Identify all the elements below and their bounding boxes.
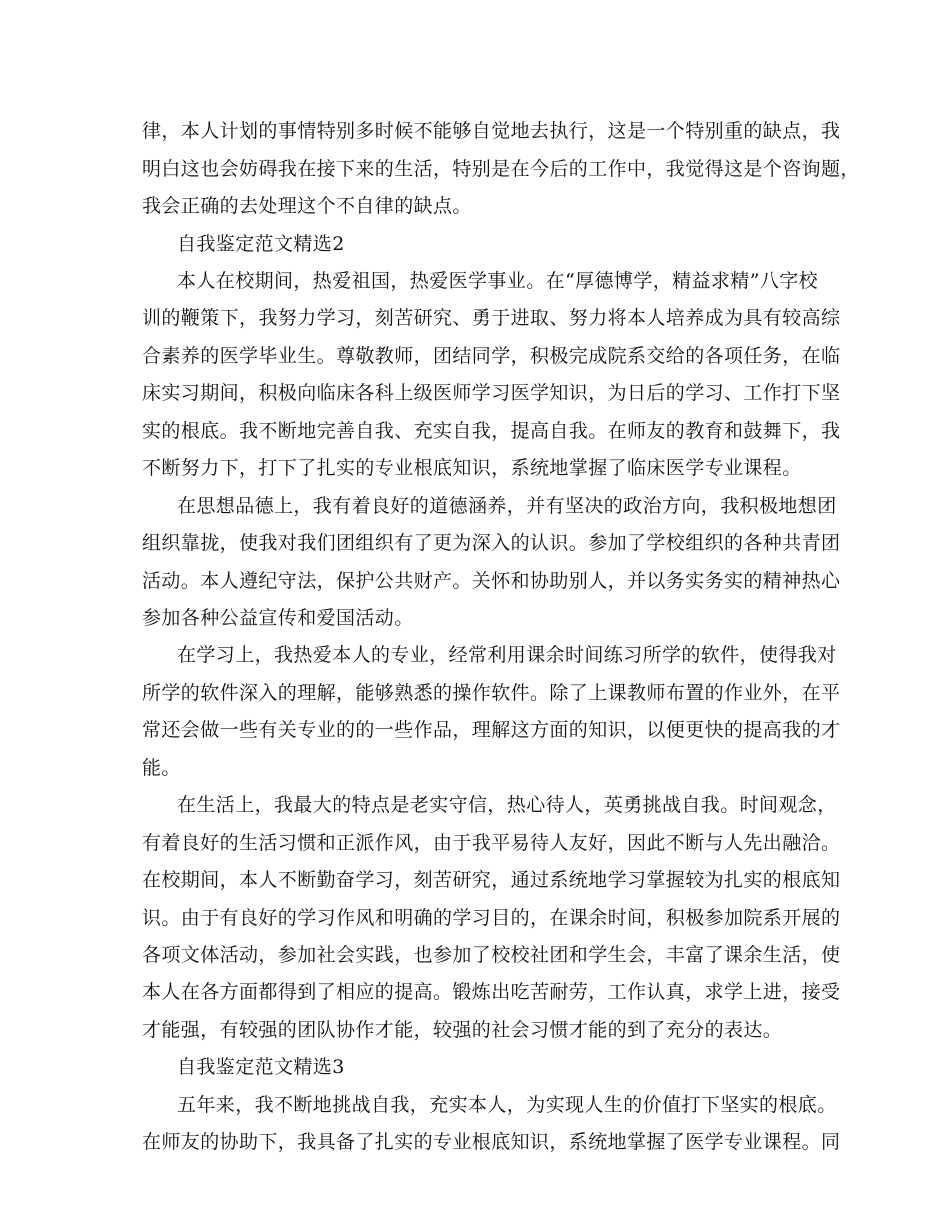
text-line: 在生活上，我最大的特点是老实守信，热心待人，英勇挑战自我。时间观念， [177,794,837,816]
text-line: 在校期间，本人不断勤奋学习，刻苦研究，通过系统地学习掌握较为扎实的根底知 [142,869,841,891]
text-line: 实的根底。我不断地完善自我、充实自我，提高自我。在师友的教育和鼓舞下，我 [142,420,841,442]
text-line: 明白这也会妨碍我在接下来的生活，特别是在今后的工作中，我觉得这是个咨询题， [142,158,860,180]
text-line: 我会正确的去处理这个不自律的缺点。 [142,195,472,217]
text-line: 在师友的协助下，我具备了扎实的专业根底知识，系统地掌握了医学专业课程。同 [142,1131,841,1153]
text-line: 在学习上，我热爱本人的专业，经常利用课余时间练习所学的软件，使得我对 [177,644,837,666]
text-line: 在思想品德上，我有着良好的道德涵养，并有坚决的政治方向，我积极地想团 [177,495,837,517]
text-line: 活动。本人遵纪守法，保护公共财产。关怀和协助别人，并以务实务实的精神热心 [142,570,841,592]
text-line: 本人在校期间，热爱祖国，热爱医学事业。在“厚德博学，精益求精”八字校 [177,270,819,292]
text-line: 律，本人计划的事情特别多时候不能够自觉地去执行，这是一个特别重的缺点，我 [142,120,841,142]
text-line: 有着良好的生活习惯和正派作风，由于我平易待人友好，因此不断与人先出融洽。 [142,832,841,854]
text-line: 参加各种公益宣传和爱国活动。 [142,607,414,629]
text-line: 本人在各方面都得到了相应的提高。锻炼出吃苦耐劳，工作认真，求学上进，接受 [142,981,841,1003]
text-line: 才能强，有较强的团队协作才能，较强的社会习惯才能的到了充分的表达。 [142,1019,783,1041]
text-line: 能。 [142,757,181,779]
text-line: 各项文体活动，参加社会实践，也参加了校校社团和学生会，丰富了课余生活，使 [142,944,841,966]
text-line: 床实习期间，积极向临床各科上级医师学习医学知识，为日后的学习、工作打下坚 [142,382,841,404]
text-line: 组织靠拢，使我对我们团组织有了更为深入的认识。参加了学校组织的各种共青团 [142,532,841,554]
text-line: 所学的软件深入的理解，能够熟悉的操作软件。除了上课教师布置的作业外，在平 [142,682,841,704]
text-line: 训的鞭策下，我努力学习，刻苦研究、勇于进取、努力将本人培养成为具有较高综 [142,307,841,329]
text-line: 识。由于有良好的学习作风和明确的学习目的，在课余时间，积极参加院系开展的 [142,907,841,929]
text-line: 五年来，我不断地挑战自我，充实本人，为实现人生的价值打下坚实的根底。 [177,1094,837,1116]
section-heading: 自我鉴定范文精选3 [177,1056,345,1078]
text-line: 常还会做一些有关专业的的一些作品，理解这方面的知识，以便更快的提高我的才 [142,719,841,741]
section-heading: 自我鉴定范文精选2 [177,233,345,255]
text-line: 合素养的医学毕业生。尊敬教师，团结同学，积极完成院系交给的各项任务，在临 [142,345,841,367]
text-line: 不断努力下，打下了扎实的专业根底知识，系统地掌握了临床医学专业课程。 [142,457,802,479]
